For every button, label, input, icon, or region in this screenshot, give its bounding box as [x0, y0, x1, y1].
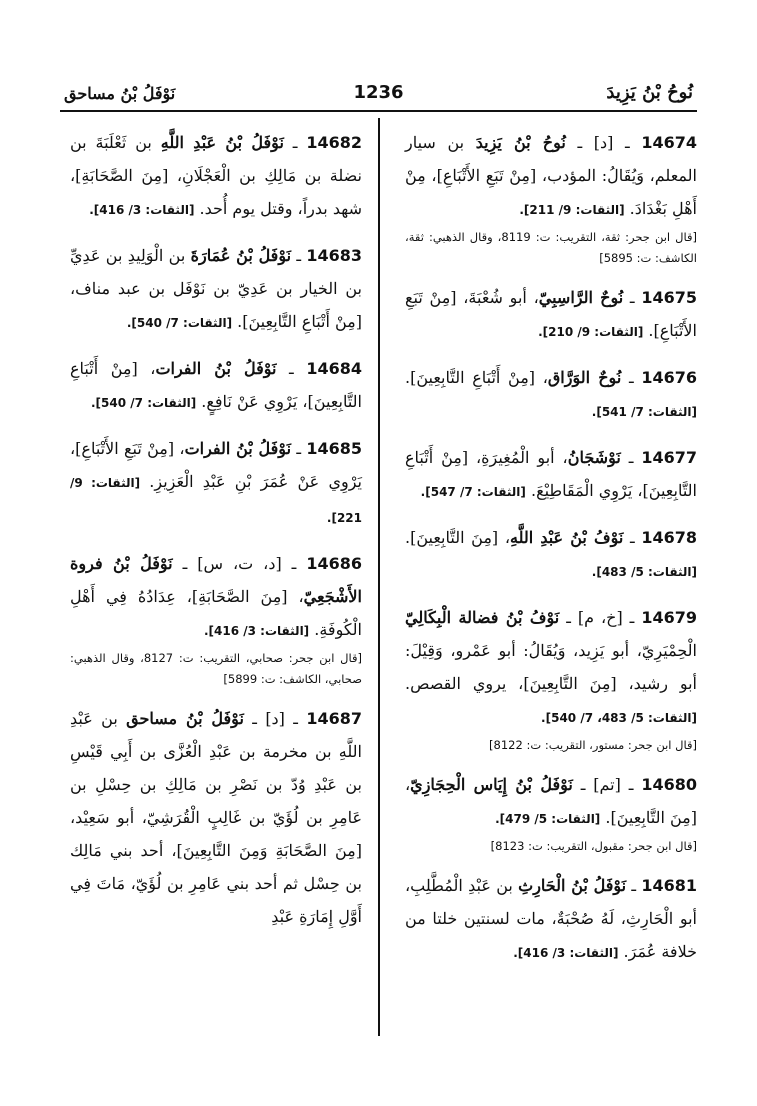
header-left-title: نَوْفَلُ بْنُ مساحق [64, 84, 176, 103]
entry-body: ، أبو شُعْبَةَ، [مِنْ تَبَعِ الأَتْبَاعِ]. [405, 288, 697, 340]
entry-text [405, 281, 697, 349]
entry [405, 281, 697, 349]
entry-tag: ـ [د] ـ [243, 709, 307, 728]
entry-name: نَوْفَلُ بْنُ عَبْدِ اللَّهِ [160, 133, 284, 152]
entry-tag: ـ [620, 448, 642, 467]
entry [70, 702, 362, 933]
entry-tag: ـ [283, 133, 307, 152]
entry-reference: [الثقات: 7/ 541]. [591, 405, 697, 419]
entry-name: نُوحٌ الوَرَّاق [547, 368, 622, 387]
entry-body: بن سيار المعلم، وَيُقَالُ: المؤدب، [مِنْ تَبَعِ الأَتْبَاعِ]، مِنْ أَهْلِ بَغْدَادَ. [405, 133, 697, 218]
entry-number: 14682 [306, 133, 363, 152]
entry-body: بن عَبْدِ الْمُطَّلِبِ، أبو الْحَارِثِ، لَهُ صُحْبَةٌ، مات لسنتين خلتا من خلافة عُمَرَ. [405, 876, 697, 961]
page-header [60, 80, 697, 112]
entry-number: 14674 [641, 133, 698, 152]
entry-number: 14687 [306, 709, 363, 728]
entry-text [405, 601, 697, 735]
entry-tag: ـ [623, 528, 642, 547]
entry-tag: ـ [626, 876, 642, 895]
entry-reference: [الثقات: 9/ 221]. [70, 476, 362, 525]
entry-body: ، [مِنْ أَتْبَاعِ التَّابِعِينَ]. [405, 368, 548, 387]
entry-body: بن الْوَلِيدِ بن عَدِيِّ بن الخيار بن عَدِيّ بن نَوْفَل بن عبد مناف، [مِنْ أَتْبَاعِ التَّابِعِينَ]. [70, 246, 362, 331]
entry-reference: [الثقات: 3/ 416]. [203, 624, 310, 638]
entry-number: 14679 [641, 608, 697, 627]
entry-text [405, 521, 697, 589]
column-divider [378, 118, 380, 1036]
left-column [70, 126, 362, 945]
entry-note: [قال ابن جحر: مقبول، التقريب: ت: 8123] [490, 839, 697, 853]
entry-name: نُوحُ بْنُ يَزِيدَ [475, 133, 566, 152]
entry-name: نَوْفَلُ بْنُ عُمَارَةَ [190, 246, 292, 265]
entry-reference: [الثقات: 5/ 483، 7/ 540]. [541, 711, 697, 725]
entry-reference: [الثقات: 5/ 483]. [591, 565, 697, 579]
entry [405, 361, 697, 429]
entry-text [70, 702, 362, 933]
entry-tag: ـ [621, 368, 642, 387]
entry-number: 14685 [306, 439, 363, 458]
entry-tag: ـ [623, 288, 642, 307]
entry-tag: ـ [د] ـ [565, 133, 642, 152]
header-right-title: نُوحُ بْنُ يَزِيدَ [606, 82, 693, 103]
entry-number: 14683 [306, 246, 362, 265]
entry [405, 441, 697, 509]
entry-name: نَوْفُ بْنُ فضالة الْبِكَالِيّ [405, 608, 560, 627]
entry [405, 601, 697, 756]
entry [70, 352, 362, 420]
entry-name: نَوْفَلُ بْنُ الفرات [184, 439, 292, 458]
entry-reference: [الثقات: 5/ 479]. [495, 812, 601, 826]
entry-tag: ـ [291, 246, 307, 265]
entry-name: نَوْشَجَانُ [567, 448, 621, 467]
entry-number: 14686 [306, 554, 362, 573]
entry-name: نَوْفُ بْنُ عَبْدِ اللَّهِ [510, 528, 624, 547]
entry-text [70, 547, 362, 648]
entry-reference: [الثقات: 7/ 540]. [90, 396, 197, 410]
entry-name: نَوْفَلُ بْنُ إِيَاس الْحِجَازِيّ [410, 775, 573, 794]
entry-name: نَوْفَلُ بْنُ فروة الأَشْجَعِيّ [70, 554, 362, 606]
entry-reference: [الثقات: 3/ 416]. [513, 946, 619, 960]
entry [70, 547, 362, 690]
entry [70, 239, 362, 340]
entry-text [405, 441, 697, 509]
entry-text [405, 126, 697, 227]
entry-body: ، [مِنْ تَبَعِ الأَتْبَاعِ]، يَرْوِي عَنْ عُمَرَ بْنِ عَبْدِ الْعَزِيزِ. [70, 439, 362, 491]
entry-number: 14684 [306, 359, 362, 378]
entry-tag: ـ [تم] ـ [572, 775, 642, 794]
entry-body: بن ثَعْلَبَةَ بن نضلة بن مَالِكِ بن الْعَجْلَانِ، [مِنَ الصَّحَابَةِ]، شهد بدراً، وقتل يوم أُحد. [70, 133, 362, 218]
entry-number: 14676 [641, 368, 698, 387]
entry-number: 14681 [641, 876, 698, 895]
entry [405, 768, 697, 857]
entry-text [70, 239, 362, 340]
entry-reference: [الثقات: 9/ 210]. [538, 325, 644, 339]
entry-name: نَوْفَلُ بْنُ الْحَارِثِ [518, 876, 627, 895]
page-number: 1236 [353, 82, 404, 103]
entry-text [405, 768, 697, 836]
entry-text [405, 869, 697, 970]
entry-number: 14680 [641, 775, 697, 794]
entry-text [70, 432, 362, 535]
entry-reference: [الثقات: 7/ 540]. [126, 316, 233, 330]
entry-name: نُوحٌ الرَّاسِبِيّ [538, 288, 624, 307]
entry-note: [قال ابن جحر: مستور، التقريب: ت: 8122] [489, 738, 697, 752]
entry-body: ، [مِنَ الصَّحَابَةِ]، عِدَادُهُ فِي أَهْلِ الْكُوفَةِ. [70, 587, 362, 639]
entry-body: ، [مِنَ التَّابِعِينَ]. [405, 528, 510, 547]
entry-tag: ـ [291, 439, 307, 458]
entry [70, 126, 362, 227]
entry-reference: [الثقات: 7/ 547]. [420, 485, 526, 499]
entry-text [405, 361, 697, 429]
entry-name: نَوْفَلُ بْنُ الفرات [155, 359, 277, 378]
entry [70, 432, 362, 535]
entry [405, 126, 697, 269]
right-column [405, 126, 697, 982]
entry-note: [قال ابن جحر: ثقة، التقريب: ت: 8119، وقال الذهبي: ثقة، الكاشف: ت: 5895] [405, 230, 697, 265]
entry-number: 14678 [641, 528, 697, 547]
entry-body: الْحِمْيَرِيّ، أبو يَزِيد، وَيُقَالُ: أبو عَمْرو، وَقِيْلَ: أبو رشيد، [مِنَ التَّابِعِينَ]، يروي القصص. [405, 641, 697, 693]
entry-body: ، [مِنَ التَّابِعِينَ]. [405, 775, 697, 827]
entry-text [70, 126, 362, 227]
entry-tag: ـ [276, 359, 307, 378]
entry-number: 14677 [641, 448, 698, 467]
entry-number: 14675 [641, 288, 698, 307]
entry-tag: ـ [د، ت، س] ـ [172, 554, 307, 573]
entry-body: بن عَبْدِ اللَّهِ بن مخرمة بن عَبْدِ الْعُزَّى بن أَبِي قَيْسِ بن عَبْدِ وُدّ بن نَصْرِ بن مَالِكِ بن حِسْلِ بن عَامِرِ بن لُؤَيّ بن غَالِبٍ الْقُرَشِيّ، أبو سَعِيْد، [مِنَ الصَّحَابَةِ وَمِنَ التَّابِعِينَ]، أحد بني مَالِك بن حِسْل ثم أحد بني عَامِرِ بن لُؤَيّ، مَاتَ فِي أَوَّلِ إِمَارَةِ عَبْدِ [70, 709, 362, 926]
entry-reference: [الثقات: 3/ 416]. [89, 203, 195, 217]
entry-body: ، [مِنْ أَتْبَاعِ التَّابِعِينَ]، يَرْوِي عَنْ نَافِعٍ. [70, 359, 362, 411]
entry-name: نَوْفَلُ بْنُ مساحق [126, 709, 244, 728]
entry-reference: [الثقات: 9/ 211]. [519, 203, 625, 217]
entry-note: [قال ابن جحر: صحابي، التقريب: ت: 8127، وقال الذهبي: صحابي، الكاشف: ت: 5899] [70, 651, 362, 686]
entry-body: ، أبو الْمُغِيرَةِ، [مِنْ أَتْبَاعِ التَّابِعِينَ]، يَرْوِي الْمَقَاطِيْعَ. [405, 448, 697, 500]
entry [405, 869, 697, 970]
entry-tag: ـ [خ، م] ـ [559, 608, 642, 627]
entry [405, 521, 697, 589]
entry-text [70, 352, 362, 420]
